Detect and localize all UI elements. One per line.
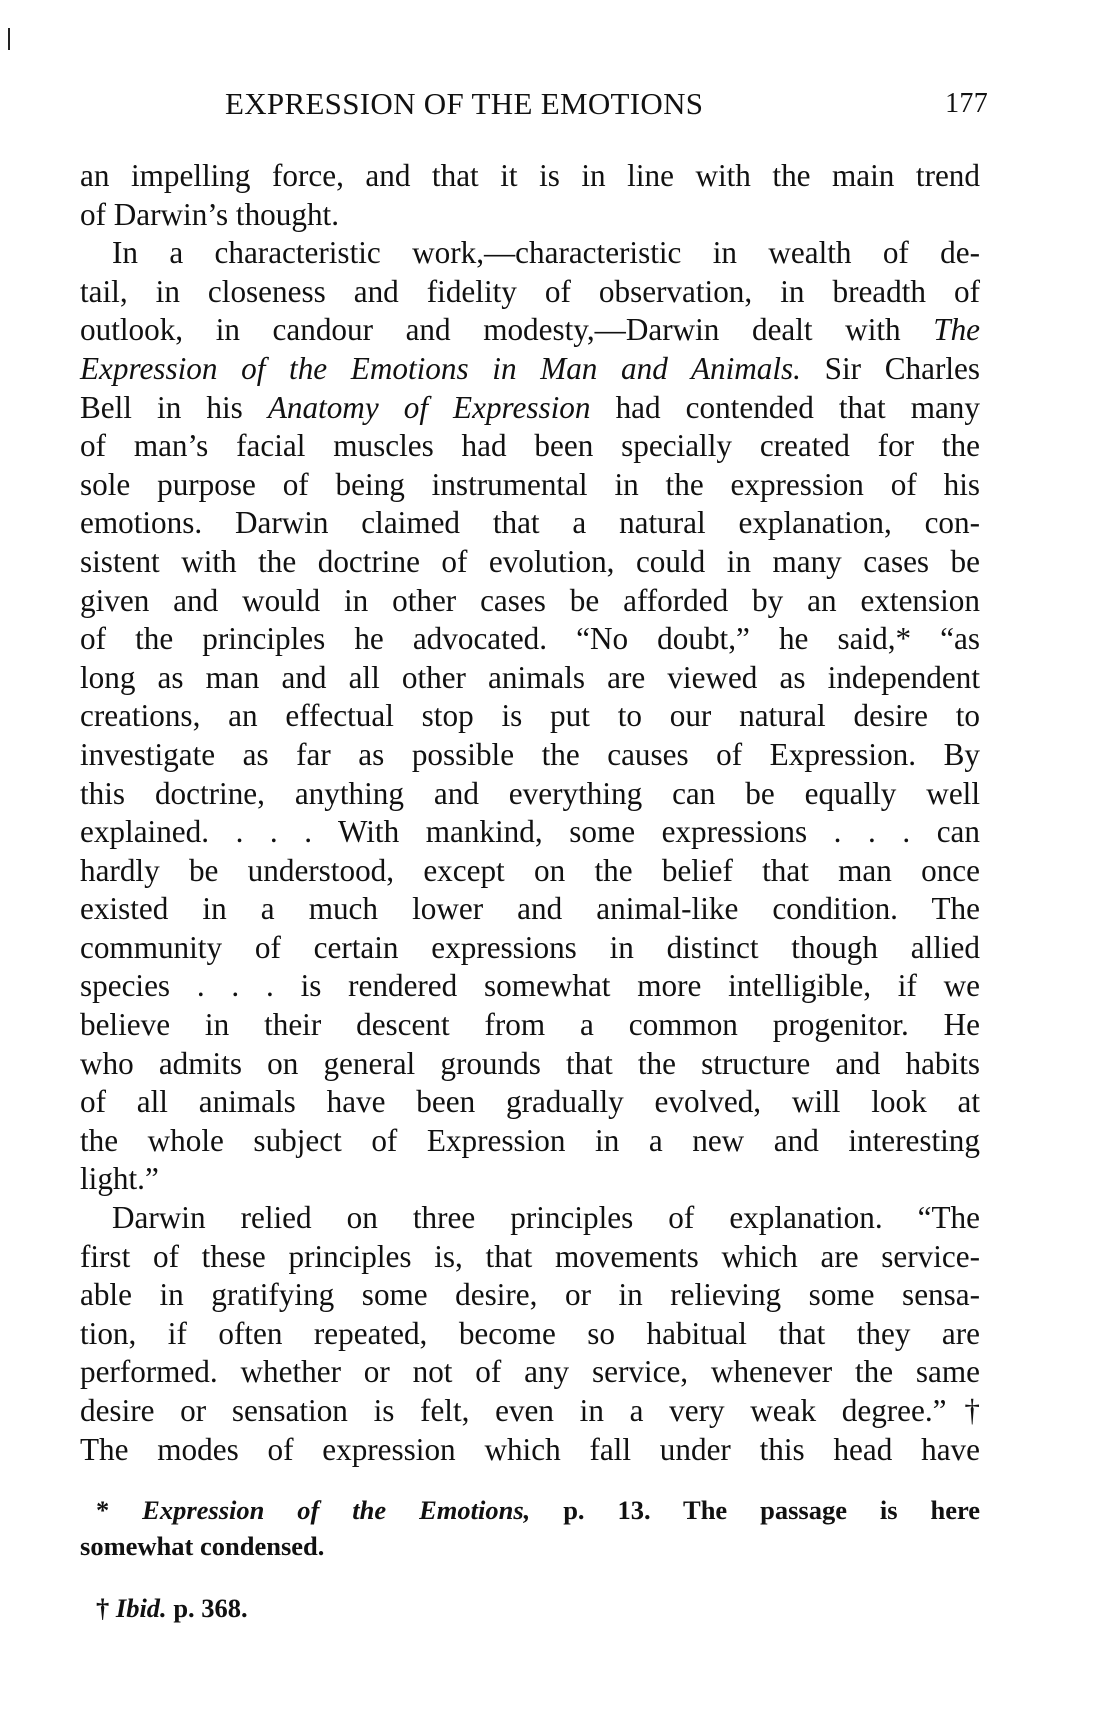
text-line: of Darwin’s thought. — [80, 196, 340, 232]
text-line: of man’s facial muscles had been specially created for the — [80, 428, 980, 464]
footnote-text: p. 13. The passage is here — [563, 1495, 981, 1525]
text-line: creations, an effectual stop is put to our natural desire to — [80, 698, 980, 734]
text-line: long as man and all other animals are viewed as independent — [80, 659, 980, 695]
text-line — [80, 350, 980, 389]
scan-edge-mark — [8, 28, 10, 50]
text-line: In a characteristic work,—characteristic in wealth of de- — [112, 235, 980, 271]
text-line: of all animals have been gradually evolved, will look at — [80, 1084, 980, 1120]
book-title-italic: Anatomy of Expression — [267, 389, 591, 425]
page-number: 177 — [945, 88, 988, 119]
text-line: the whole subject of Expression in a new and interesting — [80, 1122, 980, 1158]
footnote-text: p. 368. — [173, 1593, 248, 1623]
text-line — [80, 389, 980, 428]
text-line: existed in a much lower and animal-like condition. The — [80, 891, 980, 927]
text-line: sole purpose of being instrumental in the expression of his — [80, 466, 980, 502]
text-line: tion, if often repeated, become so habitual that they are — [80, 1315, 980, 1351]
book-title-italic: The — [933, 312, 980, 348]
text-line: an impelling force, and that it is in line with the main trend — [80, 158, 980, 193]
text-line: performed. whether or not of any service, whenever the same — [80, 1354, 980, 1390]
text-line: Darwin relied on three principles of explanation. “The — [112, 1200, 980, 1236]
text-line: able in gratifying some desire, or in relieving some sensa- — [80, 1277, 980, 1313]
text-fragment: outlook, in candour and modesty,—Darwin dealt with — [80, 312, 901, 348]
running-title: EXPRESSION OF THE EMOTIONS — [225, 86, 704, 121]
text-fragment: had contended that many — [615, 389, 980, 425]
book-title-italic: Expression of the Emotions in Man and Animals. — [80, 350, 801, 386]
text-fragment: Sir Charles — [824, 350, 980, 386]
text-line: emotions. Darwin claimed that a natural explanation, con- — [80, 505, 980, 541]
text-line: of the principles he advocated. “No doubt,” he said,* “as — [80, 621, 980, 657]
footnote-marker: † — [96, 1593, 110, 1623]
text-line: tail, in closeness and fidelity of observation, in breadth of — [80, 273, 980, 309]
footnote-title-italic: Expression of the Emotions, — [142, 1495, 531, 1525]
text-line: who admits on general grounds that the structure and habits — [80, 1045, 980, 1081]
footnotes — [80, 1492, 980, 1626]
footnote-line — [80, 1492, 980, 1528]
footnote — [80, 1590, 980, 1626]
footnote-title-italic: Ibid. — [115, 1593, 167, 1623]
text-fragment: Bell in his — [80, 389, 243, 425]
text-line: community of certain expressions in distinct though allied — [80, 929, 980, 965]
footnote-line — [80, 1590, 980, 1626]
footnote-line: somewhat condensed. — [80, 1531, 325, 1561]
text-line: given and would in other cases be afforded by an extension — [80, 582, 980, 618]
running-head — [80, 86, 988, 126]
footnote — [80, 1492, 980, 1564]
text-line: light.” — [80, 1161, 159, 1197]
text-line: hardly be understood, except on the belief that man once — [80, 852, 980, 888]
text-line: species . . . is rendered somewhat more intelligible, if we — [80, 968, 980, 1004]
text-line: investigate as far as possible the causes of Expression. By — [80, 736, 980, 772]
text-line: first of these principles is, that movements which are service- — [80, 1238, 980, 1274]
text-line: believe in their descent from a common progenitor. He — [80, 1007, 980, 1043]
text-line — [80, 311, 980, 350]
text-line: explained. . . . With mankind, some expressions . . . can — [80, 814, 980, 850]
text-line: sistent with the doctrine of evolution, could in many cases be — [80, 543, 980, 579]
text-line: this doctrine, anything and everything can be equally well — [80, 775, 980, 811]
body-text — [80, 157, 980, 1469]
text-line: desire or sensation is felt, even in a very weak degree.”† — [80, 1393, 980, 1428]
footnote-marker: * — [96, 1495, 110, 1525]
text-line: The modes of expression which fall under this head have — [80, 1431, 980, 1467]
